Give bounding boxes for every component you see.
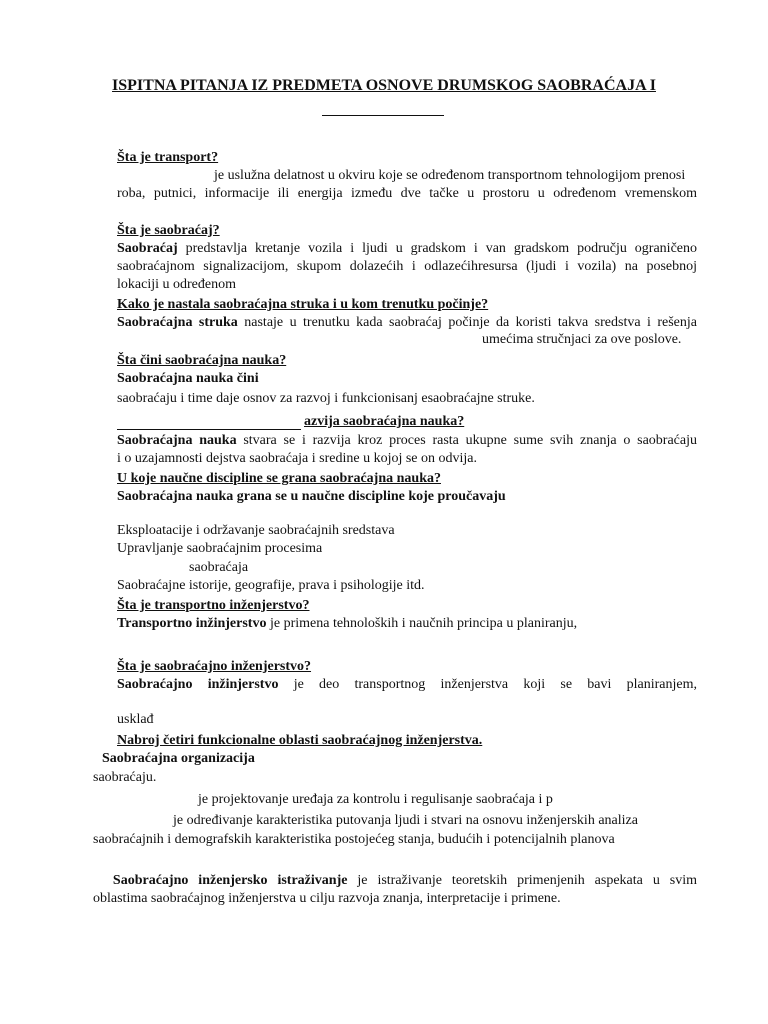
answer-term: Saobraćajna nauka čini — [117, 371, 259, 386]
answer-text-part: je primena tehnoloških i naučnih principa u planiranju, — [266, 616, 578, 631]
answer-text-part: stvara se i razvija kroz proces rasta ukupne sume svih znanja o saobraćaju — [236, 433, 697, 448]
title-underline-rule — [322, 115, 444, 116]
question-discipline: U koje naučne discipline se grana saobraćajna nauka? — [117, 471, 441, 486]
answer-text: saobraćajnih i demografskih karakteristika postojećeg stanja, budućih i potencijalnih planova — [93, 832, 615, 847]
blank-line — [117, 415, 301, 430]
question-saobracajno: Šta je saobraćajno inženjerstvo? — [117, 659, 312, 674]
answer-text: i o uzajamnosti dejstva saobraćaja i sredine u kojoj se on odvija. — [117, 451, 478, 466]
answer-text: saobraćaju i time daje osnov za razvoj i funkcionisanj esaobraćajne struke. — [117, 391, 535, 406]
answer-term: Saobraćajna organizacija — [102, 751, 255, 766]
answer-text — [117, 615, 577, 632]
question-text: azvija saobraćajna nauka? — [304, 414, 465, 429]
question-saobracaj: Šta je saobraćaj? — [117, 223, 220, 238]
answer-text-part: je istraživanje teoretskih primenjenih aspekata u svim — [347, 873, 697, 888]
answer-text — [117, 314, 697, 331]
answer-text: lokaciji u određenom — [117, 277, 236, 292]
question-razvija — [117, 413, 464, 430]
answer-term: Saobraćajna nauka grana se u naučne discipline koje proučavaju — [117, 489, 506, 504]
answer-term: Transportno inžinjerstvo — [117, 616, 267, 631]
answer-text-part: predstavlja kretanje vozila i ljudi u gradskom i van gradskom području ograničeno — [177, 241, 697, 256]
question-nauka: Šta čini saobraćajna nauka? — [117, 353, 287, 368]
answer-term: Saobraćajna struka — [117, 315, 238, 330]
answer-term: Saobraćaj — [117, 241, 178, 256]
question-transportno: Šta je transportno inženjerstvo? — [117, 598, 310, 613]
answer-text: oblastima saobraćajnog inženjerstva u cilju razvoja znanja, interpretacije i primene. — [93, 891, 561, 906]
answer-text: roba, putnici, informacije ili energija između dve tačke u prostoru u određenom vremenskom — [117, 186, 697, 201]
list-item: saobraćaja — [189, 560, 249, 575]
answer-text-part: nastaje u trenutku kada saobraćaj počinje da koristi takva sredstva i rešenja — [237, 315, 697, 330]
list-item: Eksploatacije i održavanje saobraćajnih sredstava — [117, 523, 395, 538]
answer-text: saobraćajnom signalizacijom, skupom dolazećih i odlazećihresursa (ljudi i vozila) na posebnoj — [117, 259, 697, 274]
answer-text: saobraćaju. — [93, 770, 157, 785]
answer-text-part: je deo transportnog inženjerstva koji se bavi planiranjem, — [278, 677, 698, 692]
answer-term: Saobraćajno inžinjerstvo — [117, 677, 279, 692]
answer-term: Saobraćajno inženjersko istraživanje — [112, 873, 348, 888]
question-funkcionalne: Nabroj četiri funkcionalne oblasti saobraćajnog inženjerstva. — [117, 733, 483, 748]
answer-text — [93, 872, 697, 889]
answer-text: je uslužna delatnost u okviru koje se određenom transportnom tehnologijom prenosi — [214, 168, 686, 183]
list-item: Upravljanje saobraćajnim procesima — [117, 541, 323, 556]
answer-text: je projektovanje uređaja za kontrolu i regulisanje saobraćaja i p — [198, 792, 553, 807]
answer-text — [117, 432, 697, 449]
question-struka: Kako je nastala saobraćajna struka i u kom trenutku počinje? — [117, 297, 489, 312]
answer-text: umećima stručnjaci za ove poslove. — [482, 332, 682, 347]
answer-term: Saobraćajna nauka — [117, 433, 237, 448]
answer-text — [117, 676, 697, 693]
list-item: Saobraćajne istorije, geografije, prava i psihologije itd. — [117, 578, 425, 593]
answer-text: usklađ — [117, 712, 154, 727]
question-transport: Šta je transport? — [117, 150, 219, 165]
page-title: ISPITNA PITANJA IZ PREDMETA OSNOVE DRUMSKOG SAOBRAĆAJA I — [112, 77, 656, 94]
answer-text: je određivanje karakteristika putovanja ljudi i stvari na osnovu inženjerskih analiza — [173, 813, 638, 828]
answer-text — [117, 240, 697, 257]
